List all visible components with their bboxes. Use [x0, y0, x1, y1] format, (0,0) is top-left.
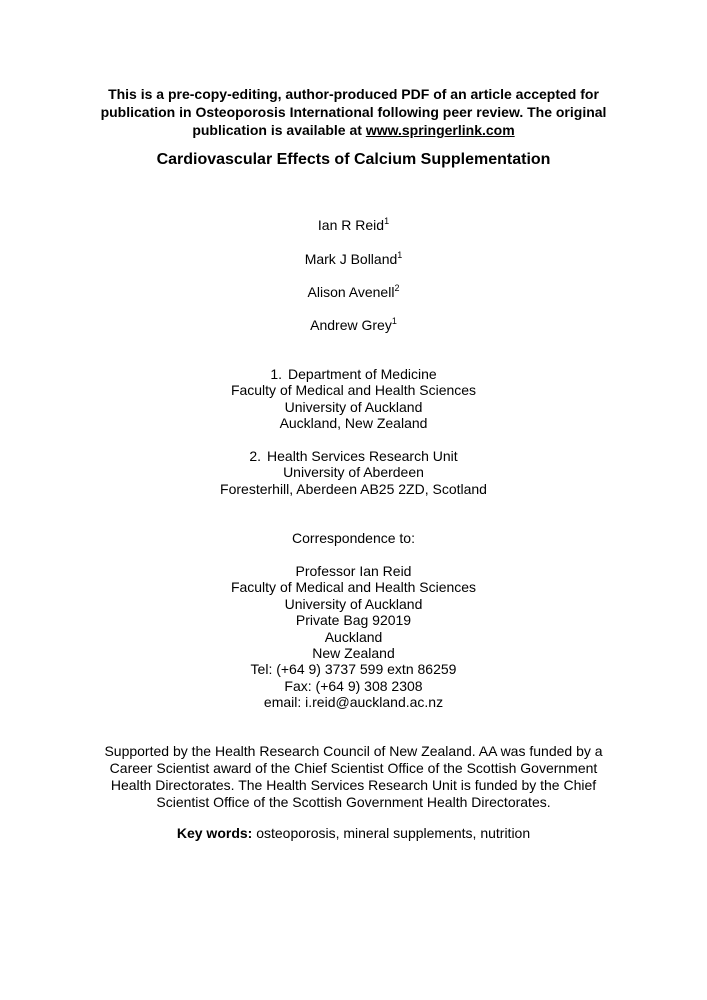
affiliation-1 — [0, 366, 707, 432]
correspondence-line: Auckland — [324, 628, 383, 645]
affiliation-line: Foresterhill, Aberdeen AB25 2ZD, Scotland — [220, 480, 487, 497]
fax-number: Fax: (+64 9) 308 2308 — [284, 677, 423, 694]
author-affiliation-marker: 1 — [384, 216, 390, 226]
keywords-text: osteoporosis, mineral supplements, nutrition — [252, 825, 531, 841]
affiliation-line: Auckland, New Zealand — [279, 415, 428, 432]
author-name: Alison Avenell — [307, 284, 395, 300]
author-2 — [0, 251, 707, 267]
correspondence-line: Faculty of Medical and Health Sciences — [230, 579, 477, 596]
correspondence-address — [0, 563, 707, 711]
correspondence-line: New Zealand — [312, 645, 395, 662]
author-affiliation-marker: 2 — [394, 283, 400, 293]
notice-line-3 — [60, 121, 647, 139]
affiliation-number: 1. — [270, 366, 283, 382]
funding-line: Supported by the Health Research Council of New Zealand. AA was funded by a — [104, 743, 603, 759]
author-affiliation-marker: 1 — [391, 316, 397, 326]
keywords — [0, 825, 707, 842]
funding-line: Health Directorates. The Health Services Research Unit is funded by the Chief — [110, 777, 597, 793]
keywords-label: Key words: — [176, 825, 253, 841]
springerlink-link[interactable]: www.springerlink.com — [365, 122, 515, 138]
paper-title: Cardiovascular Effects of Calcium Supplementation — [156, 151, 551, 168]
funding-statement — [80, 743, 627, 811]
notice-line-3-prefix: publication is available at — [192, 122, 366, 138]
affiliation-line: University of Auckland — [284, 398, 423, 415]
author-name: Andrew Grey — [310, 317, 392, 333]
notice-line-1: This is a pre-copy-editing, author-produced PDF of an article accepted for — [108, 86, 599, 102]
notice-line-2: publication in Osteoporosis International following peer review. The original — [100, 104, 607, 120]
affiliation-number: 2. — [249, 448, 262, 464]
phone-number: Tel: (+64 9) 3737 599 extn 86259 — [250, 661, 457, 678]
author-affiliation-marker: 1 — [397, 250, 403, 260]
affiliation-line: University of Aberdeen — [283, 464, 424, 481]
affiliation-line: Faculty of Medical and Health Sciences — [230, 382, 477, 399]
author-name: Ian R Reid — [317, 217, 385, 233]
affiliation-2 — [0, 448, 707, 497]
author-4 — [0, 317, 707, 333]
affiliation-line: 2. Health Services Research Unit — [249, 448, 458, 464]
author-1 — [0, 217, 707, 233]
author-name: Mark J Bolland — [304, 251, 398, 267]
affiliation-line: 1. Department of Medicine — [270, 366, 437, 382]
funding-line: Scientist Office of the Scottish Government Health Directorates. — [156, 794, 551, 810]
email-address: email: i.reid@auckland.ac.nz — [263, 694, 444, 711]
correspondence-line: University of Auckland — [284, 595, 423, 612]
author-3 — [0, 284, 707, 300]
correspondence-heading: Correspondence to: — [292, 530, 415, 546]
correspondence-line: Private Bag 92019 — [295, 612, 412, 629]
funding-line: Career Scientist award of the Chief Scientist Office of the Scottish Government — [109, 760, 598, 776]
correspondence-line: Professor Ian Reid — [295, 563, 412, 579]
publication-notice — [60, 85, 647, 139]
